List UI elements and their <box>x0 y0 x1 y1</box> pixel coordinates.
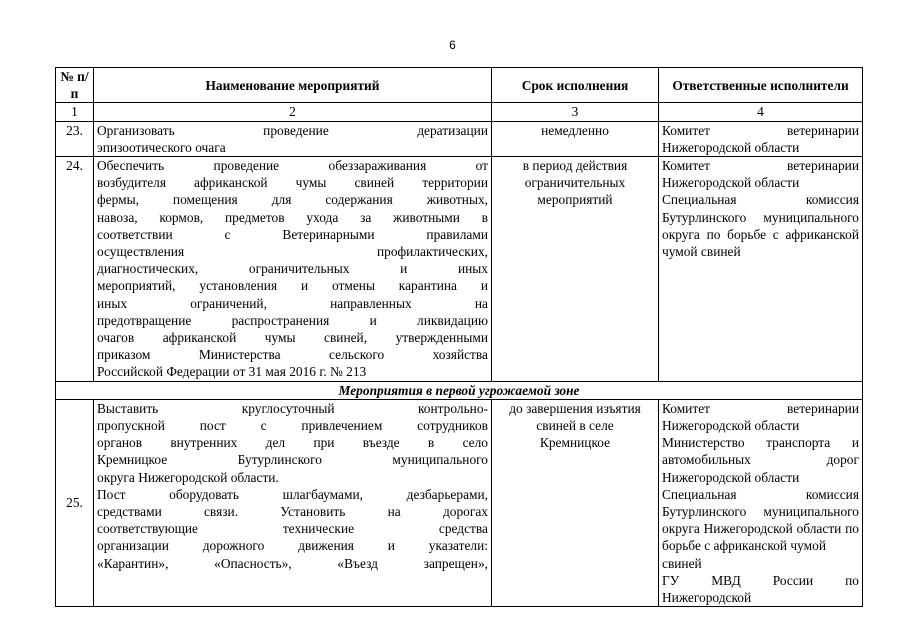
table-row <box>56 399 863 606</box>
text-line: предотвращение распространения и ликвидацию <box>97 312 488 328</box>
text-line: возбудителя африканской чумы свиней территории <box>97 175 488 191</box>
text-line: Комитет ветеринарии <box>662 122 859 138</box>
text-line: организации дорожного движения и указатели: <box>97 538 488 554</box>
text-line: Организовать проведение дератизации <box>97 122 488 138</box>
row-name <box>94 399 492 606</box>
text-line: Обеспечить проведение обеззараживания от <box>97 158 488 174</box>
text-line: округа по борьбе с африканской <box>662 226 859 242</box>
text-line: очагов африканской чумы свиней, утвержденными <box>97 330 488 346</box>
text-line: мероприятий, установления и отмены карантина и <box>97 278 488 294</box>
col-number-2: 2 <box>94 103 492 121</box>
text-line: Нижегородской области <box>662 139 800 155</box>
row-term <box>492 121 659 156</box>
text-line: фермы, помещения для содержания животных, <box>97 192 488 208</box>
text-line: осуществления профилактических, <box>97 244 488 260</box>
text-line: Нижегородской области <box>662 469 800 485</box>
text-line: Российской Федерации от 31 мая 2016 г. № 213 <box>97 364 367 380</box>
row-number: 24. <box>56 157 94 382</box>
text-line: Специальная комиссия <box>662 192 859 208</box>
header-num: № п/п <box>56 68 94 103</box>
section-title: Мероприятия в первой угрожаемой зоне <box>56 381 863 399</box>
row-term <box>492 399 659 606</box>
text-line: немедленно <box>541 122 609 138</box>
text-line: свиней в селе <box>536 418 614 434</box>
text-line: диагностических, ограничительных и иных <box>97 261 488 277</box>
text-line: Комитет ветеринарии <box>662 158 859 174</box>
row-term <box>492 157 659 382</box>
text-line: борьбе с африканской чумой свиней <box>662 538 826 571</box>
text-line: Министерство транспорта и <box>662 435 859 451</box>
text-line: соответствии с Ветеринарными правилами <box>97 226 488 242</box>
text-line: органов внутренних дел при въезде в село <box>97 435 488 451</box>
row-responsible <box>659 121 863 156</box>
text-line: Нижегородской области <box>662 418 800 434</box>
text-line: округа Нижегородской области по <box>662 521 859 537</box>
row-responsible <box>659 157 863 382</box>
col-number-4: 4 <box>659 103 863 121</box>
text-line: Нижегородской области <box>662 175 800 191</box>
row-number: 25. <box>56 399 94 606</box>
text-line: Комитет ветеринарии <box>662 400 859 416</box>
text-line: в период действия <box>522 158 628 174</box>
header-row <box>56 68 863 103</box>
text-line: навоза, кормов, предметов ухода за животными в <box>97 209 488 225</box>
text-line: иных ограничений, направленных на <box>97 295 488 311</box>
text-line: мероприятий <box>537 192 613 208</box>
activities-table <box>55 67 863 607</box>
text-line: Кремницкое Бутурлинского муниципального <box>97 452 488 468</box>
text-line: ГУ МВД России по Нижегородской <box>662 572 859 606</box>
text-line: ограничительных <box>524 175 626 191</box>
text-line: соответствующие технические средства <box>97 521 488 537</box>
text-line: эпизоотического очага <box>97 139 226 155</box>
col-number-3: 3 <box>492 103 659 121</box>
text-line: «Карантин», «Опасность», «Въезд запрещен», <box>97 555 488 571</box>
text-line: пропускной пост с привлечением сотрудников <box>97 418 488 434</box>
page-number: 6 <box>449 38 456 52</box>
col-number-1: 1 <box>56 103 94 121</box>
column-number-row <box>56 103 863 121</box>
table-row <box>56 121 863 156</box>
header-term: Срок исполнения <box>492 68 659 103</box>
row-name <box>94 157 492 382</box>
text-line: Пост оборудовать шлагбаумами, дезбарьерами, <box>97 486 488 502</box>
header-responsible: Ответственные исполнители <box>659 68 863 103</box>
text-line: Бутурлинского муниципального <box>662 504 859 520</box>
text-line: Выставить круглосуточный контрольно- <box>97 400 488 416</box>
text-line: чумой свиней <box>662 244 741 260</box>
text-line: средствами связи. Установить на дорогах <box>97 504 488 520</box>
row-name <box>94 121 492 156</box>
text-line: приказом Министерства сельского хозяйства <box>97 347 488 363</box>
text-line: Бутурлинского муниципального <box>662 209 859 225</box>
row-number: 23. <box>56 121 94 156</box>
section-header-row <box>56 381 863 399</box>
text-line: до завершения изъятия <box>509 400 641 416</box>
text-line: Специальная комиссия <box>662 486 859 502</box>
text-line: округа Нижегородской области. <box>97 469 279 485</box>
text-line: Кремницкое <box>539 435 611 451</box>
table-row <box>56 157 863 382</box>
text-line: автомобильных дорог <box>662 452 859 468</box>
header-name: Наименование мероприятий <box>94 68 492 103</box>
row-responsible <box>659 399 863 606</box>
